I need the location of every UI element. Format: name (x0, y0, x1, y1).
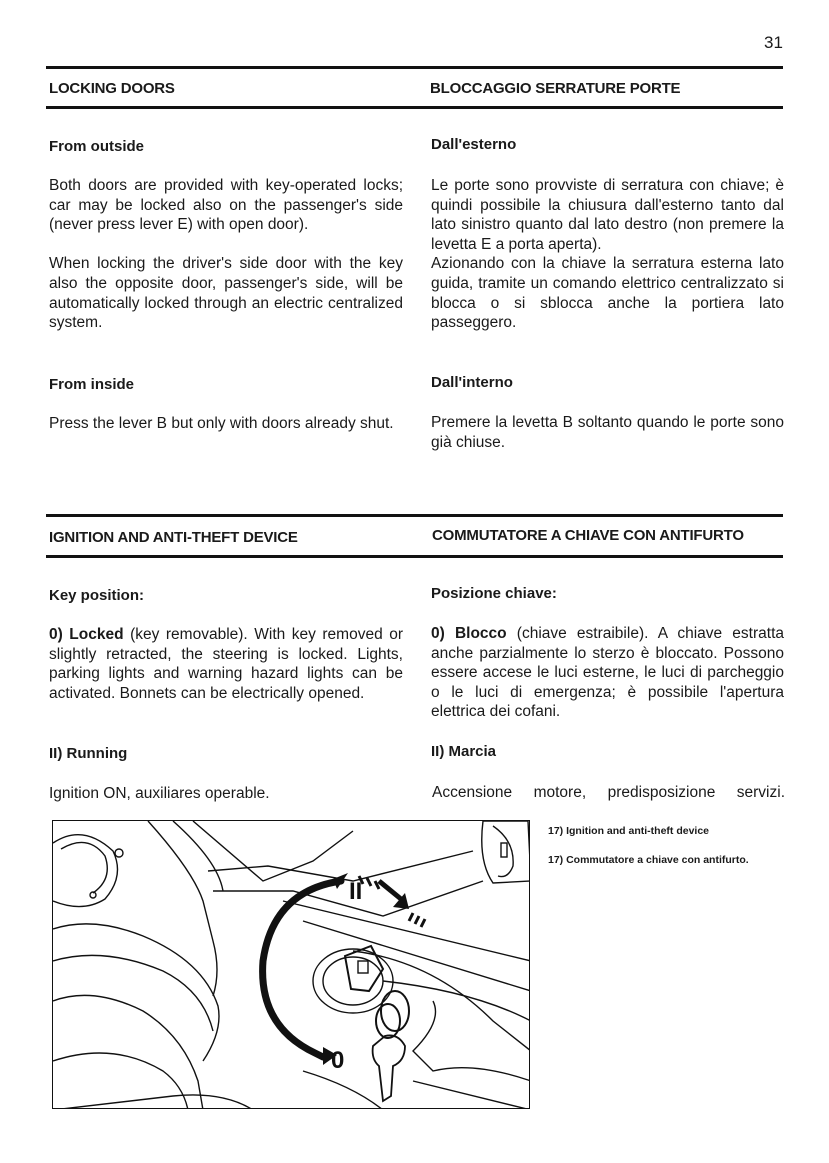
section-title-it: BLOCCAGGIO SERRATURE PORTE (430, 80, 681, 97)
subheading-it: Dall'esterno (431, 136, 517, 153)
paragraph-en (49, 176, 403, 333)
subheading-en: Key position: (49, 587, 145, 604)
paragraph-text: (chiave estraibile). A chiave estratta anche parzialmente lo sterzo è bloccato. Possono essere accese le luci esterne, le luci di parcheggio o le luci di emergenza; è possibile l'apertura elettrica dei cofani. (431, 625, 785, 721)
ignition-illustration (53, 821, 530, 1109)
paragraph-text: When locking the driver's side door with the key also the opposite door, passenger's side, will be automatically locked through an electric centralized system. (49, 255, 403, 332)
paragraph-it (431, 176, 784, 333)
paragraph-en (49, 625, 403, 703)
paragraph-text: Both doors are provided with key-operated locks; car may be locked also on the passenger's side (never press lever E) with open door). (49, 177, 403, 234)
section-rule-bottom (46, 555, 783, 558)
paragraph-it (431, 413, 784, 452)
paragraph-text: Azionando con la chiave la serratura esterna lato guida, tramite un comando elettrico centralizzato si blocca o si sblocca anche la portiera lato passeggero. (431, 255, 784, 332)
paragraph-text: Ignition ON, auxiliares operable. (49, 785, 270, 802)
paragraph-text: Accensione motore, predisposizione servizi. (432, 784, 785, 801)
paragraph-it (431, 624, 784, 722)
ignition-figure (52, 820, 530, 1109)
paragraph-text: (key removable). With key removed or slightly retracted, the steering is locked. Lights, parking lights and warning hazard lights can be activated. Bonnets can be electrically opened. (49, 626, 404, 702)
rotation-arrow (263, 881, 341, 1057)
section-title-en: LOCKING DOORS (49, 80, 175, 97)
paragraph-text: Le porte sono provviste di serratura con chiave; è quindi possibile la chiusura dall'esterno tanto dal lato sinistro quanto dal lato destro (non premere la levetta E a porta aperta). (431, 177, 784, 253)
section-title-en: IGNITION AND ANTI-THEFT DEVICE (49, 529, 298, 546)
section-rule-top (46, 66, 783, 69)
position-label-running: II (349, 878, 363, 905)
subheading-en: From inside (49, 376, 135, 393)
arrow-tail (333, 873, 348, 889)
section-title-it: COMMUTATORE A CHIAVE CON ANTIFURTO (432, 527, 744, 544)
figure-caption-it: 17) Commutatore a chiave con antifurto. (548, 854, 749, 866)
paragraph-text: Press the lever B but only with doors already shut. (49, 415, 394, 432)
key-position-label: 0) Locked (49, 626, 124, 643)
subheading-it: II) Marcia (431, 743, 497, 760)
paragraph-text: Premere la levetta B soltanto quando le porte sono già chiuse. (431, 414, 784, 451)
section-rule-top (46, 514, 783, 517)
subheading-it: Posizione chiave: (431, 585, 557, 602)
page-number: 31 (764, 33, 783, 52)
subheading-en: From outside (49, 138, 145, 155)
position-label-locked: 0 (331, 1047, 345, 1074)
paragraph-en (49, 414, 403, 434)
section-rule-bottom (46, 106, 783, 109)
subheading-en: II) Running (49, 745, 128, 762)
subheading-it: Dall'interno (431, 374, 513, 391)
paragraph-it (432, 783, 785, 803)
figure-caption-en: 17) Ignition and anti-theft device (548, 825, 710, 837)
key-position-label: 0) Blocco (431, 625, 507, 642)
paragraph-en (49, 784, 403, 804)
